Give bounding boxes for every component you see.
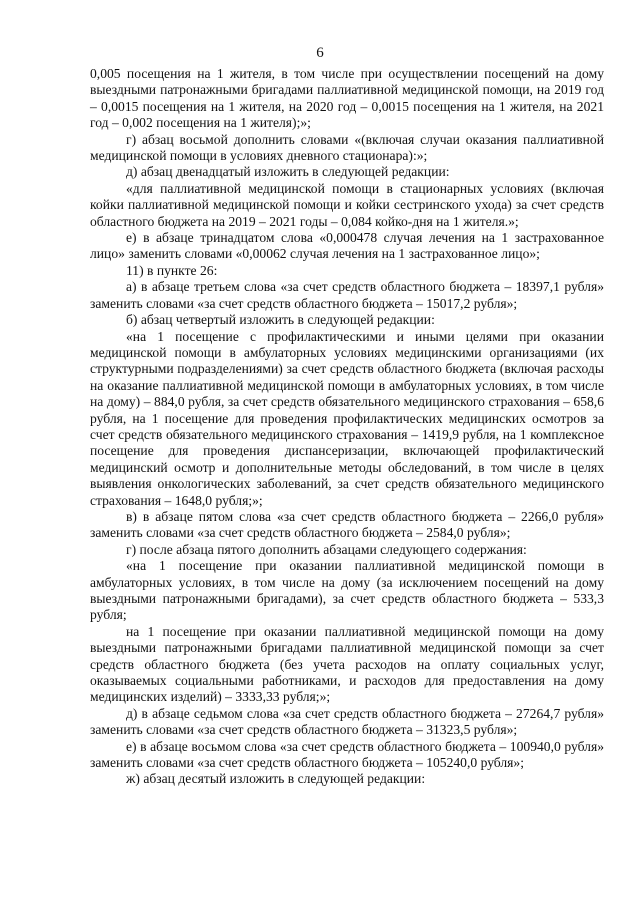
paragraph-palliative-ambulatory: «на 1 посещение при оказании паллиативной медицинской помощи в амбулаторных условиях, в том числе на дому (за исключением посещений на дому выездными патронажными бригадами), за счет средств областного бюджета – 533,3 рубля; — [90, 558, 604, 623]
paragraph-item-11: 11) в пункте 26: — [126, 262, 218, 278]
paragraph-a-abzac-3: а) в абзаце третьем слова «за счет средств областного бюджета – 18397,1 рубля» заменить словами «за счет средств областного бюджета – 15017,2 рубля»; — [90, 279, 604, 311]
paragraph-visit-costs: «на 1 посещение с профилактическими и иными целями при оказании медицинской помощи в амбулаторных условиях медицинскими организациями (их структурными подразделениями) за счет средств областного бюджета (включая расходы на оказание паллиативной медицинской помощи в амбулаторных условиях, в том числе на дому) – 884,0 рубля, за счет средств обязательного медицинского страхования – 658,6 рубля, на 1 посещение для проведения профилактических медицинских осмотров за счет средств обязательного медицинского страхования – 1419,9 рубля, на 1 комплексное посещение для проведения диспансеризации, включающей профилактический медицинский осмотр и дополнительные методы обследований, в том числе в целях выявления онкологических заболеваний, за счет средств обязательного медицинского страхования – 1648,0 рубля;»; — [90, 328, 604, 508]
paragraph-b-abzac-4: б) абзац четвертый изложить в следующей редакции: — [126, 312, 435, 328]
page-number: 6 — [316, 45, 324, 61]
paragraph-d-abzac-12: д) абзац двенадцатый изложить в следующей редакции: — [126, 164, 450, 180]
document-body — [90, 66, 604, 788]
paragraph-e-abzac-13: е) в абзаце тринадцатом слова «0,000478 случая лечения на 1 застрахованное лицо» заменить словами «0,00062 случая лечения на 1 застрахованное лицо»; — [90, 230, 604, 262]
paragraph-continuation: 0,005 посещения на 1 жителя, в том числе при осуществлении посещений на дому выездными патронажными бригадами паллиативной медицинской помощи, на 2019 год – 0,0015 посещения на 1 жителя, на 2020 год – 0,0015 посещения на 1 жителя, на 2021 год – 0,002 посещения на 1 жителя);»; — [90, 66, 604, 131]
paragraph-g-after-abzac-5: г) после абзаца пятого дополнить абзацами следующего содержания: — [126, 541, 527, 557]
paragraph-palliative-stationary: «для паллиативной медицинской помощи в стационарных условиях (включая койки паллиативной медицинской помощи и койки сестринского ухода) за счет средств областного бюджета на 2019 – 2021 годы – 0,084 койко-дня на 1 жителя.»; — [90, 180, 604, 229]
paragraph-palliative-home-teams: на 1 посещение при оказании паллиативной медицинской помощи на дому выездными патронажными бригадами паллиативной медицинской помощи за счет средств областного бюджета (без учета расходов на оплату социальных услуг, оказываемых социальными работниками, и расходов для предоставления на дому медицинских изделий) – 3333,33 рубля;»; — [90, 623, 604, 705]
paragraph-v-abzac-5: в) в абзаце пятом слова «за счет средств областного бюджета – 2266,0 рубля» заменить словами «за счет средств областного бюджета – 2584,0 рубля»; — [90, 508, 604, 541]
paragraph-d-abzac-7: д) в абзаце седьмом слова «за счет средств областного бюджета – 27264,7 рубля» заменить словами «за счет средств областного бюджета – 31323,5 рубля»; — [90, 705, 604, 738]
paragraph-zh-abzac-10: ж) абзац десятый изложить в следующей редакции: — [126, 771, 426, 787]
paragraph-g-abzac-8: г) абзац восьмой дополнить словами «(включая случаи оказания паллиативной медицинской помощи в условиях дневного стационара):»; — [90, 131, 604, 164]
paragraph-e-abzac-8: е) в абзаце восьмом слова «за счет средств областного бюджета – 100940,0 рубля» заменить словами «за счет средств областного бюджета – 105240,0 рубля»; — [90, 738, 604, 771]
